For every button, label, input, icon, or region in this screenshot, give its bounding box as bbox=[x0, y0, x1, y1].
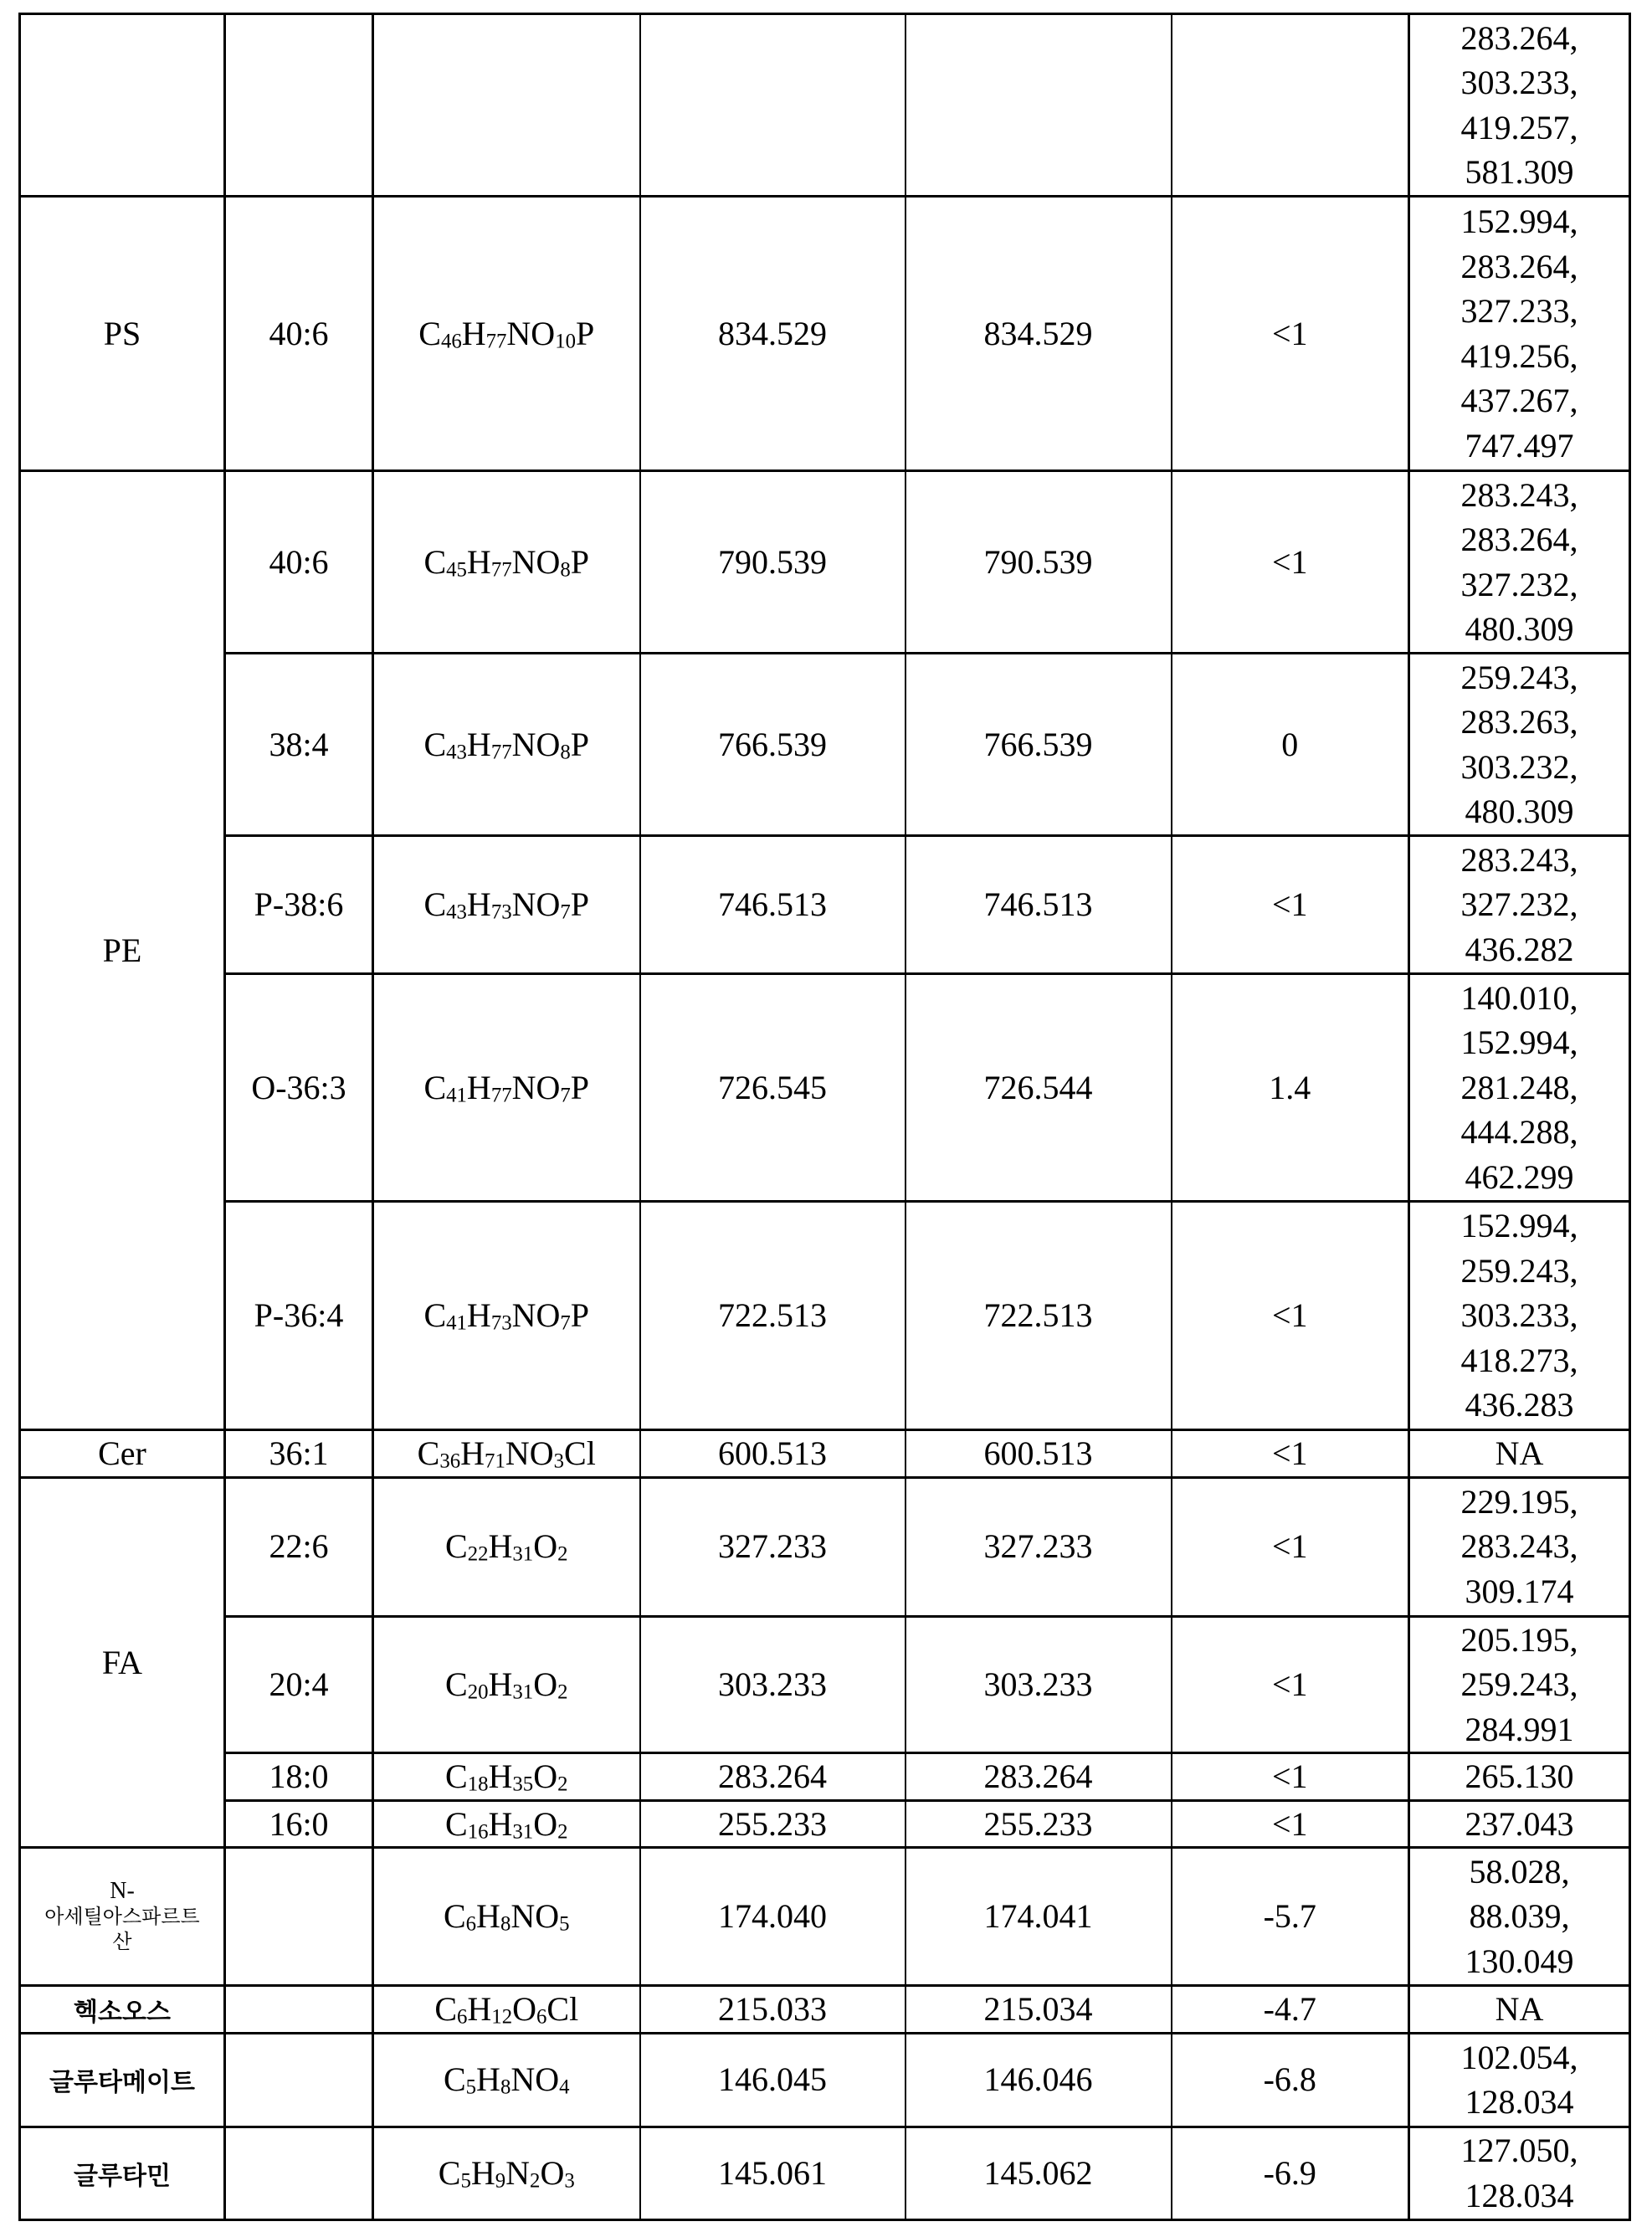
cell-error-ppm-text: <1 bbox=[1271, 1527, 1308, 1566]
cell-mz-observed-text: 790.539 bbox=[983, 542, 1093, 581]
cell-mz-observed bbox=[906, 836, 1172, 974]
cell-mz-observed bbox=[906, 14, 1172, 197]
cell-mz-calculated-text: 746.513 bbox=[718, 885, 827, 924]
cell-mz-calculated-text: 283.264 bbox=[718, 1757, 827, 1795]
fragment-value: 283.263, bbox=[1460, 703, 1578, 741]
cell-class bbox=[20, 2033, 225, 2127]
fragment-value: 283.243, bbox=[1460, 475, 1578, 514]
cell-error-ppm bbox=[1172, 1202, 1409, 1430]
cell-error-ppm-text: <1 bbox=[1271, 314, 1308, 352]
cell-mz-calculated bbox=[640, 2033, 906, 2127]
cell-mz-calculated bbox=[640, 1753, 906, 1801]
cell-formula bbox=[373, 1430, 640, 1478]
class-label-line: 산 bbox=[112, 1930, 132, 1953]
cell-formula bbox=[373, 14, 640, 197]
cell-mz-calculated-text: 174.040 bbox=[718, 1897, 827, 1936]
fragment-value: 152.994, bbox=[1460, 1207, 1578, 1245]
fragment-value: 265.130 bbox=[1465, 1757, 1574, 1795]
cell-formula bbox=[373, 2127, 640, 2219]
cell-fragments bbox=[1409, 1848, 1630, 1986]
cell-error-ppm bbox=[1172, 1430, 1409, 1478]
cell-fragments bbox=[1409, 1477, 1630, 1616]
fragment-value: 102.054, bbox=[1460, 2038, 1578, 2076]
cell-error-ppm-text: -5.7 bbox=[1263, 1897, 1316, 1936]
cell-mz-observed-text: 834.529 bbox=[983, 314, 1093, 352]
cell-error-ppm-text: <1 bbox=[1271, 1665, 1308, 1703]
cell-mz-observed-text: 283.264 bbox=[983, 1757, 1093, 1795]
table-row bbox=[20, 974, 1630, 1202]
cell-class bbox=[20, 1986, 225, 2034]
cell-formula-text: $C_{43}H_{77}NO_8P$ bbox=[423, 725, 590, 764]
cell-species bbox=[225, 974, 373, 1202]
cell-fragments bbox=[1409, 974, 1630, 1202]
cell-error-ppm-text: <1 bbox=[1271, 1434, 1308, 1472]
cell-formula bbox=[373, 1616, 640, 1753]
cell-mz-observed bbox=[906, 1616, 1172, 1753]
fragment-value: 130.049 bbox=[1465, 1942, 1574, 1980]
cell-error-ppm bbox=[1172, 2127, 1409, 2219]
cell-formula bbox=[373, 1202, 640, 1430]
fragment-value: 303.233, bbox=[1460, 64, 1578, 101]
cell-formula bbox=[373, 1986, 640, 2034]
cell-species-text: 40:6 bbox=[269, 314, 329, 352]
cell-mz-calculated-text: 834.529 bbox=[718, 314, 827, 352]
cell-species bbox=[225, 197, 373, 471]
cell-formula-text: $C_6H_{12}O_6Cl$ bbox=[434, 1990, 579, 2029]
cell-mz-observed-text: 215.034 bbox=[983, 1990, 1093, 2028]
class-label: 글루타민 bbox=[74, 2161, 171, 2191]
cell-mz-observed-text: 174.041 bbox=[983, 1897, 1093, 1936]
cell-mz-calculated bbox=[640, 974, 906, 1202]
cell-formula-text: $C_{22}H_{31}O_2$ bbox=[445, 1527, 568, 1566]
cell-class bbox=[20, 1848, 225, 1986]
cell-mz-observed bbox=[906, 1848, 1172, 1986]
class-label-line: N- bbox=[110, 1878, 135, 1904]
cell-error-ppm-text: -6.8 bbox=[1263, 2060, 1316, 2099]
cell-mz-observed bbox=[906, 974, 1172, 1202]
fragment-value: 128.034 bbox=[1465, 2083, 1574, 2121]
cell-species-text: 16:0 bbox=[269, 1804, 329, 1843]
cell-formula bbox=[373, 654, 640, 836]
cell-class bbox=[20, 471, 225, 1430]
fragment-value: 327.233, bbox=[1460, 292, 1578, 330]
cell-mz-observed-text: 327.233 bbox=[983, 1527, 1093, 1566]
cell-species bbox=[225, 1616, 373, 1753]
cell-mz-observed bbox=[906, 2127, 1172, 2219]
cell-formula bbox=[373, 2033, 640, 2127]
table-row bbox=[20, 1202, 1630, 1430]
cell-error-ppm bbox=[1172, 197, 1409, 471]
fragment-value: 480.309 bbox=[1465, 793, 1574, 830]
fragment-value: 127.050, bbox=[1460, 2132, 1578, 2169]
cell-mz-observed bbox=[906, 471, 1172, 654]
cell-fragments bbox=[1409, 14, 1630, 197]
cell-fragments bbox=[1409, 471, 1630, 654]
fragment-value: 88.039, bbox=[1469, 1897, 1570, 1936]
cell-mz-observed bbox=[906, 1753, 1172, 1801]
cell-species-text: 40:6 bbox=[269, 542, 329, 581]
cell-species-text: 22:6 bbox=[269, 1527, 329, 1566]
cell-fragments bbox=[1409, 1202, 1630, 1430]
cell-species bbox=[225, 1202, 373, 1430]
cell-mz-calculated-text: 327.233 bbox=[718, 1527, 827, 1566]
cell-class bbox=[20, 197, 225, 471]
cell-mz-calculated-text: 303.233 bbox=[718, 1665, 827, 1703]
cell-species-text: 38:4 bbox=[269, 725, 329, 763]
cell-species bbox=[225, 1800, 373, 1848]
cell-error-ppm-text: -4.7 bbox=[1263, 1990, 1316, 2028]
fragment-value: 281.248, bbox=[1460, 1068, 1578, 1106]
fragment-value: 283.264, bbox=[1460, 521, 1578, 558]
table-row bbox=[20, 1616, 1630, 1753]
fragment-value: 437.267, bbox=[1460, 382, 1578, 419]
cell-formula-text: $C_{16}H_{31}O_2$ bbox=[445, 1804, 568, 1844]
cell-species bbox=[225, 1848, 373, 1986]
cell-fragments bbox=[1409, 1430, 1630, 1478]
table-row bbox=[20, 1986, 1630, 2034]
cell-species bbox=[225, 14, 373, 197]
fragment-value: 303.232, bbox=[1460, 747, 1578, 786]
cell-formula-text: $C_{46}H_{77}NO_{10}P$ bbox=[418, 314, 595, 353]
fragment-value: 283.264, bbox=[1460, 18, 1578, 57]
cell-fragments bbox=[1409, 1800, 1630, 1848]
fragment-value: 128.034 bbox=[1465, 2176, 1574, 2214]
cell-class bbox=[20, 2127, 225, 2219]
table-row bbox=[20, 14, 1630, 197]
fragment-value: 747.497 bbox=[1465, 426, 1574, 464]
cell-mz-calculated bbox=[640, 1430, 906, 1478]
cell-species-text: P-38:6 bbox=[254, 885, 344, 924]
table-row bbox=[20, 1430, 1630, 1478]
lipid-identification-table bbox=[18, 13, 1631, 2221]
cell-mz-observed-text: 746.513 bbox=[983, 885, 1093, 924]
fragment-value: 444.288, bbox=[1460, 1113, 1578, 1152]
fragment-value: 303.233, bbox=[1460, 1296, 1578, 1335]
cell-error-ppm bbox=[1172, 471, 1409, 654]
table-row bbox=[20, 2127, 1630, 2219]
fragment-value: 152.994, bbox=[1460, 1024, 1578, 1062]
table-row bbox=[20, 654, 1630, 836]
cell-error-ppm bbox=[1172, 1800, 1409, 1848]
fragment-value: 205.195, bbox=[1460, 1620, 1578, 1659]
cell-fragments bbox=[1409, 197, 1630, 471]
cell-error-ppm-text: <1 bbox=[1271, 542, 1308, 581]
cell-class bbox=[20, 1477, 225, 1848]
cell-mz-calculated bbox=[640, 14, 906, 197]
cell-formula bbox=[373, 974, 640, 1202]
cell-species-text: 36:1 bbox=[269, 1434, 329, 1472]
cell-mz-calculated-text: 255.233 bbox=[718, 1804, 827, 1843]
cell-fragments bbox=[1409, 1616, 1630, 1753]
cell-species bbox=[225, 1477, 373, 1616]
cell-fragments bbox=[1409, 2127, 1630, 2219]
cell-error-ppm bbox=[1172, 1986, 1409, 2034]
fragment-value: 419.256, bbox=[1460, 336, 1578, 375]
table-row bbox=[20, 2033, 1630, 2127]
fragment-value: 436.282 bbox=[1465, 930, 1574, 968]
fragment-value: 419.257, bbox=[1460, 108, 1578, 146]
class-label: FA bbox=[101, 1643, 143, 1681]
cell-mz-observed-text: 726.544 bbox=[983, 1068, 1093, 1106]
cell-error-ppm bbox=[1172, 1848, 1409, 1986]
fragment-value: 581.309 bbox=[1465, 153, 1574, 191]
fragment-value: 259.243, bbox=[1460, 658, 1578, 696]
fragment-value: 418.273, bbox=[1460, 1341, 1578, 1379]
cell-mz-calculated-text: 600.513 bbox=[718, 1434, 827, 1472]
cell-species bbox=[225, 2127, 373, 2219]
cell-formula-text: $C_{20}H_{31}O_2$ bbox=[445, 1665, 568, 1704]
cell-mz-observed bbox=[906, 1986, 1172, 2034]
fragment-value: 327.232, bbox=[1460, 885, 1578, 924]
cell-error-ppm-text: <1 bbox=[1271, 885, 1308, 924]
cell-formula bbox=[373, 1477, 640, 1616]
cell-formula-text: $C_{41}H_{77}NO_7P$ bbox=[423, 1068, 590, 1107]
class-label: PE bbox=[102, 931, 142, 969]
fragment-value: 480.309 bbox=[1465, 610, 1574, 648]
cell-error-ppm-text: <1 bbox=[1271, 1804, 1308, 1843]
cell-fragments bbox=[1409, 1753, 1630, 1801]
cell-mz-calculated-text: 146.045 bbox=[718, 2060, 827, 2099]
cell-mz-observed bbox=[906, 1430, 1172, 1478]
fragment-value: 259.243, bbox=[1460, 1665, 1578, 1703]
cell-formula bbox=[373, 1848, 640, 1986]
cell-mz-calculated bbox=[640, 1848, 906, 1986]
cell-mz-calculated bbox=[640, 197, 906, 471]
cell-fragments bbox=[1409, 2033, 1630, 2127]
table-row bbox=[20, 836, 1630, 974]
cell-error-ppm bbox=[1172, 654, 1409, 836]
fragment-value: 284.991 bbox=[1465, 1710, 1574, 1748]
class-label-line: 아세틸아스파르트 bbox=[44, 1905, 200, 1928]
cell-formula-text: $C_{41}H_{73}NO_7P$ bbox=[423, 1296, 590, 1335]
cell-mz-calculated-text: 766.539 bbox=[718, 725, 827, 763]
cell-fragments bbox=[1409, 654, 1630, 836]
fragment-value: NA bbox=[1495, 1434, 1544, 1472]
cell-formula bbox=[373, 471, 640, 654]
cell-mz-calculated-text: 790.539 bbox=[718, 542, 827, 581]
fragment-value: 237.043 bbox=[1465, 1804, 1574, 1843]
cell-error-ppm-text: 1.4 bbox=[1269, 1068, 1311, 1106]
class-label: PS bbox=[103, 314, 141, 352]
cell-mz-calculated-text: 215.033 bbox=[718, 1990, 827, 2028]
table-row bbox=[20, 1753, 1630, 1801]
cell-error-ppm-text: -6.9 bbox=[1263, 2153, 1316, 2192]
cell-formula-text: $C_{36}H_{71}NO_3Cl$ bbox=[417, 1434, 596, 1473]
table-row bbox=[20, 197, 1630, 471]
cell-species-text: 20:4 bbox=[269, 1665, 329, 1703]
cell-species bbox=[225, 836, 373, 974]
cell-error-ppm bbox=[1172, 974, 1409, 1202]
table-row bbox=[20, 471, 1630, 654]
cell-class bbox=[20, 1430, 225, 1478]
cell-species bbox=[225, 654, 373, 836]
fragment-value: 152.994, bbox=[1460, 203, 1578, 240]
fragment-value: 436.283 bbox=[1465, 1386, 1574, 1424]
cell-error-ppm bbox=[1172, 2033, 1409, 2127]
cell-formula-text: $C_{43}H_{73}NO_7P$ bbox=[423, 885, 590, 924]
cell-species-text: O-36:3 bbox=[251, 1068, 346, 1106]
cell-class bbox=[20, 14, 225, 197]
table-row bbox=[20, 1848, 1630, 1986]
cell-formula-text: $C_{18}H_{35}O_2$ bbox=[445, 1757, 568, 1796]
fragment-value: 140.010, bbox=[1460, 978, 1578, 1017]
cell-mz-calculated-text: 722.513 bbox=[718, 1296, 827, 1335]
fragment-value: 283.243, bbox=[1460, 1527, 1578, 1566]
cell-formula bbox=[373, 197, 640, 471]
fragment-value: 259.243, bbox=[1460, 1251, 1578, 1290]
cell-formula-text: $C_{45}H_{77}NO_8P$ bbox=[423, 542, 590, 582]
cell-error-ppm-text: 0 bbox=[1281, 725, 1299, 763]
cell-mz-observed bbox=[906, 1477, 1172, 1616]
cell-error-ppm bbox=[1172, 1477, 1409, 1616]
cell-fragments bbox=[1409, 1986, 1630, 2034]
cell-formula bbox=[373, 1753, 640, 1801]
cell-mz-observed-text: 303.233 bbox=[983, 1665, 1093, 1703]
cell-error-ppm bbox=[1172, 1616, 1409, 1753]
cell-species bbox=[225, 2033, 373, 2127]
class-label: Cer bbox=[98, 1434, 146, 1472]
cell-mz-observed bbox=[906, 1202, 1172, 1430]
cell-mz-observed bbox=[906, 1800, 1172, 1848]
cell-formula-text: $C_6H_8NO_5$ bbox=[443, 1897, 570, 1936]
cell-mz-observed bbox=[906, 197, 1172, 471]
cell-mz-calculated bbox=[640, 1616, 906, 1753]
cell-fragments bbox=[1409, 836, 1630, 974]
cell-mz-calculated-text: 145.061 bbox=[718, 2153, 827, 2192]
cell-formula bbox=[373, 836, 640, 974]
cell-mz-calculated bbox=[640, 1202, 906, 1430]
cell-error-ppm-text: <1 bbox=[1271, 1296, 1308, 1335]
cell-mz-observed-text: 600.513 bbox=[983, 1434, 1093, 1472]
class-label: 헥소오스 bbox=[74, 1998, 171, 2027]
cell-mz-observed bbox=[906, 2033, 1172, 2127]
fragment-value: 283.264, bbox=[1460, 247, 1578, 285]
cell-mz-observed-text: 255.233 bbox=[983, 1804, 1093, 1843]
fragment-value: 283.243, bbox=[1460, 840, 1578, 879]
table-row bbox=[20, 1800, 1630, 1848]
class-label: 글루타메이트 bbox=[49, 2068, 195, 2098]
cell-mz-calculated bbox=[640, 471, 906, 654]
cell-species bbox=[225, 1986, 373, 2034]
cell-mz-observed-text: 145.062 bbox=[983, 2153, 1093, 2192]
cell-mz-calculated bbox=[640, 1477, 906, 1616]
cell-formula bbox=[373, 1800, 640, 1848]
cell-error-ppm bbox=[1172, 14, 1409, 197]
table-row bbox=[20, 1477, 1630, 1616]
fragment-value: 327.232, bbox=[1460, 565, 1578, 603]
cell-species-text: 18:0 bbox=[269, 1757, 329, 1795]
cell-mz-calculated bbox=[640, 654, 906, 836]
cell-mz-calculated bbox=[640, 836, 906, 974]
cell-species-text: P-36:4 bbox=[254, 1296, 344, 1335]
cell-formula-text: $C_5H_9N_2O_3$ bbox=[438, 2153, 575, 2193]
cell-species bbox=[225, 471, 373, 654]
fragment-value: 58.028, bbox=[1469, 1852, 1570, 1891]
fragment-value: 309.174 bbox=[1465, 1572, 1574, 1610]
cell-error-ppm-text: <1 bbox=[1271, 1757, 1308, 1795]
cell-mz-observed-text: 766.539 bbox=[983, 725, 1093, 763]
cell-mz-calculated bbox=[640, 1986, 906, 2034]
cell-mz-calculated bbox=[640, 2127, 906, 2219]
cell-mz-observed-text: 722.513 bbox=[983, 1296, 1093, 1335]
fragment-value: 229.195, bbox=[1460, 1482, 1578, 1521]
cell-mz-calculated-text: 726.545 bbox=[718, 1068, 827, 1106]
cell-mz-observed-text: 146.046 bbox=[983, 2060, 1093, 2099]
fragment-value: NA bbox=[1495, 1990, 1544, 2028]
cell-species bbox=[225, 1753, 373, 1801]
cell-species bbox=[225, 1430, 373, 1478]
cell-mz-calculated bbox=[640, 1800, 906, 1848]
fragment-value: 462.299 bbox=[1465, 1157, 1574, 1196]
cell-formula-text: $C_5H_8NO_4$ bbox=[443, 2060, 570, 2099]
cell-error-ppm bbox=[1172, 1753, 1409, 1801]
cell-error-ppm bbox=[1172, 836, 1409, 974]
cell-mz-observed bbox=[906, 654, 1172, 836]
